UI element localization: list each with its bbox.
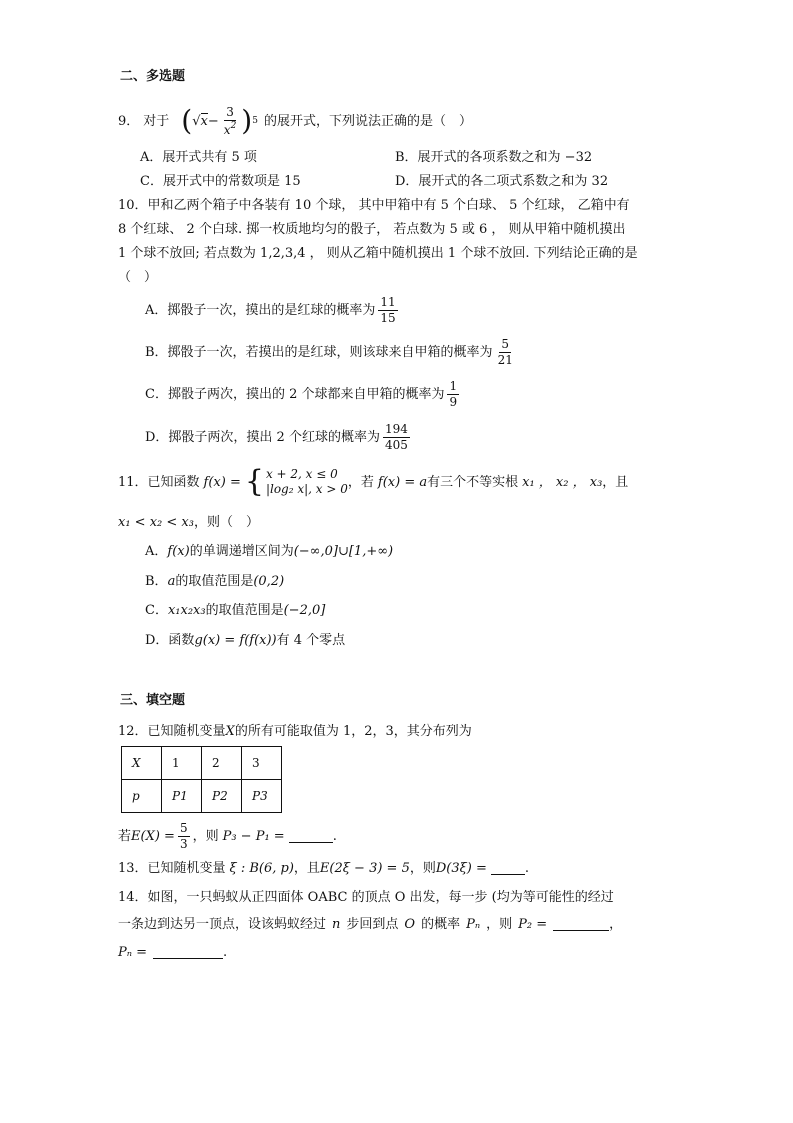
question-10-line-3: 1 个球不放回; 若点数为 1,2,3,4 ， 则从乙箱中随机摸出 1 个球不放回. 下列结论正确的是 xyxy=(118,246,638,261)
question-11-line-2: x₁ < x₂ < x₃，则（ ） xyxy=(118,515,259,530)
option-10d[interactable]: D．掷骰子两次，摸出 2 个红球的概率为 $\frac{194}{405}$ xyxy=(145,422,408,452)
option-11d[interactable]: D．函数g(x) = f(f(x))有 4 个零点 xyxy=(145,633,346,648)
question-12-stem: 12．已知随机变量X的所有可能取值为 1，2，3，其分布列为 xyxy=(118,724,472,739)
table-cell: P3 xyxy=(242,780,282,813)
option-10a[interactable]: A．掷骰子一次，摸出的是红球的概率为 $\frac{11}{15}$ xyxy=(145,295,396,325)
table-cell: X xyxy=(122,747,162,780)
question-10-line-4: （ ） xyxy=(118,270,158,285)
option-10c[interactable]: C．掷骰子两次，摸出的 2 个球都来自甲箱的概率为 $\frac{1}{9}$ xyxy=(145,379,458,409)
option-11b[interactable]: B．a的取值范围是(0,2) xyxy=(145,574,285,589)
table-cell: P1 xyxy=(162,780,202,813)
question-9-stem xyxy=(118,106,472,136)
question-text: 的展开式，下列说法正确的是（ ） xyxy=(263,113,472,129)
question-14-line-2: 一条边到达另一顶点，设该蚂蚁经过 n 步回到点 O 的概率 Pₙ ，则 P₂ = ， xyxy=(118,917,623,932)
table-cell: 2 xyxy=(202,747,242,780)
table-cell: 3 xyxy=(242,747,282,780)
piecewise-function: { x + 2, x ≤ 0 |log₂ x|, x > 0 xyxy=(244,464,348,499)
fraction: $\frac{194}{405}$ xyxy=(384,422,408,452)
question-11-stem: 11．已知函数 f(x) = { x + 2, x ≤ 0 |log₂ x|, x > 0 ，若 f(x) = a 有三个不等实根 x₁ ， x₂ ， x₃ ，且 xyxy=(118,464,629,499)
question-14-line-3: Pₙ = . xyxy=(118,945,228,960)
distribution-table xyxy=(121,746,282,813)
table-cell: P2 xyxy=(202,780,242,813)
answer-blank-14b[interactable] xyxy=(153,946,223,959)
question-13-stem: 13．已知随机变量 ξ : B(6, p) ，且 E(2ξ − 3) = 5 ，则 D(3ξ) = . xyxy=(118,861,530,876)
question-10-line-1: 10．甲和乙两个箱子中各装有 10 个球， 其中甲箱中有 5 个白球、 5 个红球， 乙箱中有 xyxy=(118,198,630,213)
question-10-line-2: 8 个红球、 2 个白球. 掷一枚质地均匀的骰子， 若点数为 5 或 6 ， 则从甲箱中随机摸出 xyxy=(118,222,626,237)
binomial-expression: ( √x − $\frac{3}{x^2}$ ) 5 xyxy=(181,104,258,138)
option-9b[interactable]: B．展开式的各项系数之和为 −32 xyxy=(395,150,593,165)
table-cell: 1 xyxy=(162,747,202,780)
option-11c[interactable]: C．x₁x₂x₃的取值范围是(−2,0] xyxy=(145,603,326,618)
option-9c[interactable]: C．展开式中的常数项是 15 xyxy=(140,174,301,189)
question-lead: 对于 xyxy=(143,113,170,129)
fraction: $\frac{5}{21}$ xyxy=(497,337,513,367)
answer-blank-14a[interactable] xyxy=(553,918,609,931)
question-number: 9． xyxy=(118,113,140,129)
section-heading-multiple-choice: 二、多选题 xyxy=(120,69,186,84)
section-heading-fill-in: 三、填空题 xyxy=(120,693,186,708)
option-10b[interactable]: B．掷骰子一次，若摸出的是红球，则该球来自甲箱的概率为 $\frac{5}{21}$ xyxy=(145,337,513,367)
option-11a[interactable]: A．f(x)的单调递增区间为(−∞,0]∪[1,+∞) xyxy=(145,544,394,559)
option-9a[interactable]: A．展开式共有 5 项 xyxy=(140,150,257,165)
question-14-line-1: 14．如图，一只蚂蚁从正四面体 OABC 的顶点 O 出发，每一步 (均为等可能性的经过 xyxy=(118,890,614,905)
table-row xyxy=(122,780,282,813)
table-row xyxy=(122,747,282,780)
question-12-condition: 若 E(X) = $\frac{5}{3}$ ，则 P₃ − P₁ = . xyxy=(118,821,337,851)
answer-blank-12[interactable] xyxy=(289,830,333,843)
answer-blank-13[interactable] xyxy=(491,862,525,875)
table-cell: p xyxy=(122,780,162,813)
fraction: $\frac{1}{9}$ xyxy=(449,379,458,409)
option-9d[interactable]: D．展开式的各二项式系数之和为 32 xyxy=(395,174,609,189)
fraction: $\frac{11}{15}$ xyxy=(380,295,396,325)
